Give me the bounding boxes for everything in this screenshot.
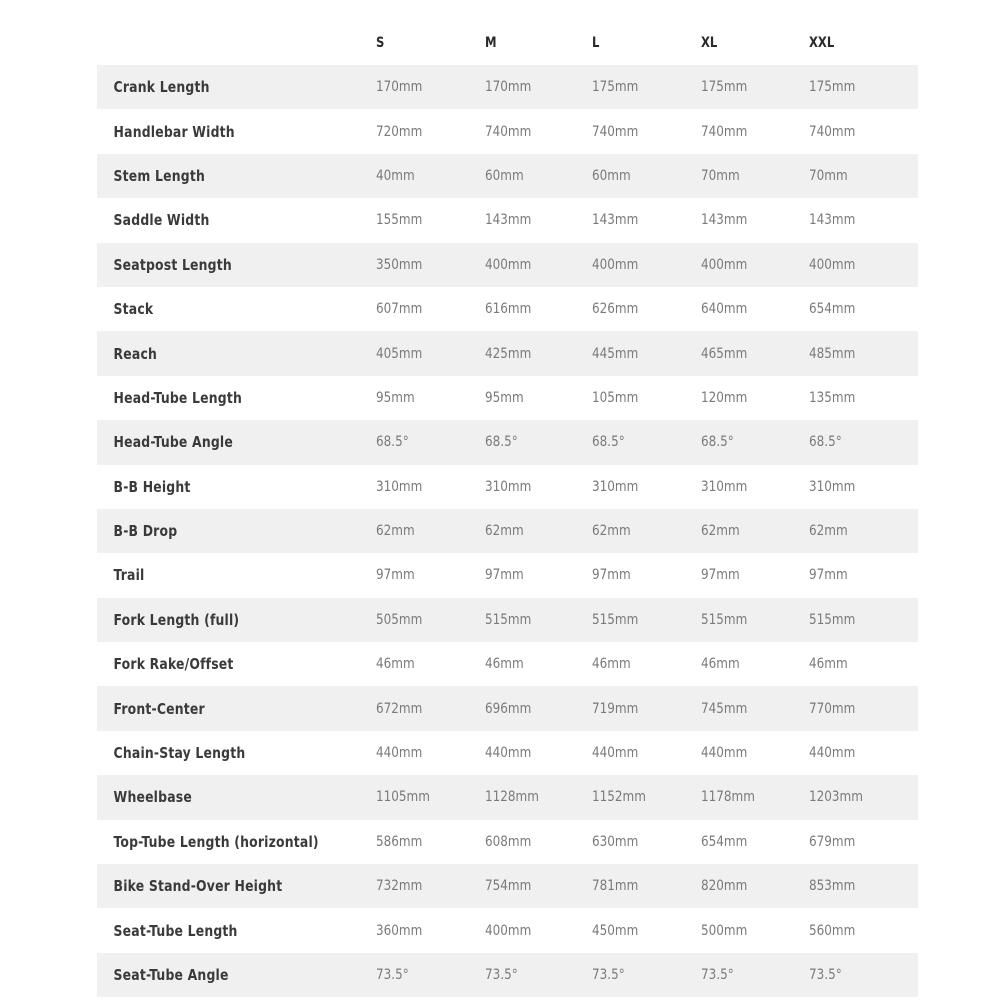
table-row: [97, 553, 918, 597]
value-cell-xxl: 770mm: [809, 700, 856, 717]
table-row: [97, 465, 918, 509]
value-cell-s: 62mm: [376, 523, 415, 540]
value-cell-s: 97mm: [376, 567, 415, 584]
value-cell-l: 175mm: [592, 79, 639, 96]
value-cell-m: 68.5°: [484, 434, 518, 451]
value-cell-xxl: 853mm: [809, 878, 856, 895]
value-cell-xl: 654mm: [700, 833, 748, 850]
value-cell-m: 696mm: [484, 700, 531, 717]
header-size-s: S: [376, 35, 385, 51]
row-label: Seatpost Length: [113, 255, 232, 274]
value-cell-l: 515mm: [592, 611, 639, 628]
value-cell-m: 310mm: [484, 478, 531, 495]
value-cell-m: 440mm: [484, 745, 531, 762]
value-cell-xl: 640mm: [700, 301, 748, 318]
value-cell-xl: 1178mm: [700, 789, 755, 806]
value-cell-xl: 515mm: [700, 611, 748, 628]
value-cell-s: 405mm: [376, 345, 423, 362]
value-cell-xxl: 175mm: [809, 79, 856, 96]
table-row: [97, 642, 918, 686]
row-label: Fork Rake/Offset: [113, 655, 234, 674]
value-cell-l: 310mm: [592, 478, 639, 495]
value-cell-s: 68.5°: [376, 434, 409, 451]
row-label: B-B Height: [113, 477, 191, 496]
value-cell-m: 608mm: [484, 833, 531, 850]
table-row: [97, 154, 918, 198]
table-row: [97, 243, 918, 287]
value-cell-s: 586mm: [376, 833, 423, 850]
value-cell-l: 105mm: [592, 389, 639, 406]
value-cell-s: 607mm: [376, 301, 423, 318]
value-cell-m: 60mm: [484, 167, 524, 184]
value-cell-s: 170mm: [376, 79, 423, 96]
value-cell-xxl: 97mm: [809, 567, 849, 584]
value-cell-xl: 820mm: [700, 878, 748, 895]
value-cell-xxl: 1203mm: [809, 789, 864, 806]
row-label: Stem Length: [113, 166, 205, 185]
row-label: Bike Stand-Over Height: [113, 877, 283, 896]
row-label: Head-Tube Length: [113, 388, 242, 407]
table-row: [97, 109, 918, 153]
value-cell-s: 40mm: [376, 167, 415, 184]
row-label: Seat-Tube Length: [113, 921, 238, 940]
value-cell-xxl: 440mm: [809, 745, 856, 762]
value-cell-s: 672mm: [376, 700, 423, 717]
value-cell-l: 445mm: [592, 345, 639, 362]
value-cell-xl: 62mm: [700, 523, 740, 540]
value-cell-xl: 68.5°: [700, 434, 734, 451]
table-row: [97, 509, 918, 553]
value-cell-xxl: 70mm: [809, 167, 849, 184]
value-cell-l: 740mm: [592, 123, 639, 140]
value-cell-m: 73.5°: [484, 967, 518, 983]
value-cell-xl: 175mm: [700, 79, 748, 96]
row-label: Fork Length (full): [113, 610, 240, 629]
geometry-table: [97, 21, 918, 997]
header-size-m: M: [484, 35, 497, 51]
value-cell-l: 450mm: [592, 922, 639, 939]
value-cell-l: 73.5°: [592, 967, 626, 983]
value-cell-l: 630mm: [592, 833, 639, 850]
row-label: Saddle Width: [113, 211, 210, 230]
value-cell-xxl: 560mm: [809, 922, 856, 939]
row-label: Crank Length: [113, 78, 210, 97]
value-cell-xl: 46mm: [700, 656, 740, 673]
value-cell-xxl: 485mm: [809, 345, 856, 362]
value-cell-m: 97mm: [484, 567, 524, 584]
row-label: Trail: [113, 566, 145, 585]
value-cell-xxl: 73.5°: [809, 967, 843, 983]
table-row: [97, 598, 918, 642]
header-size-l: L: [592, 35, 600, 51]
row-label: Handlebar Width: [113, 122, 235, 141]
value-cell-xl: 70mm: [700, 167, 740, 184]
value-cell-m: 143mm: [484, 212, 531, 229]
value-cell-m: 46mm: [484, 656, 524, 673]
table-row: [97, 864, 918, 908]
header-size-xl: XL: [700, 35, 718, 51]
table-row: [97, 953, 918, 997]
row-label: Wheelbase: [113, 788, 192, 807]
value-cell-xxl: 310mm: [809, 478, 856, 495]
table-body: [97, 65, 918, 997]
value-cell-xxl: 654mm: [809, 301, 856, 318]
row-label: B-B Drop: [113, 522, 178, 541]
value-cell-m: 425mm: [484, 345, 531, 362]
row-label: Top-Tube Length (horizontal): [113, 832, 319, 851]
value-cell-xxl: 143mm: [809, 212, 856, 229]
value-cell-l: 143mm: [592, 212, 639, 229]
value-cell-xl: 740mm: [700, 123, 748, 140]
value-cell-xl: 500mm: [700, 922, 748, 939]
table-row: [97, 820, 918, 864]
value-cell-m: 515mm: [484, 611, 531, 628]
value-cell-s: 95mm: [376, 389, 415, 406]
value-cell-s: 155mm: [376, 212, 423, 229]
value-cell-l: 1152mm: [592, 789, 647, 806]
value-cell-s: 350mm: [376, 256, 423, 273]
value-cell-xl: 400mm: [700, 256, 748, 273]
row-label: Seat-Tube Angle: [113, 966, 229, 984]
table-row: [97, 376, 918, 420]
value-cell-m: 1128mm: [484, 789, 539, 806]
table-row: [97, 731, 918, 775]
value-cell-l: 60mm: [592, 167, 631, 184]
value-cell-m: 400mm: [484, 256, 531, 273]
table-row: [97, 686, 918, 730]
value-cell-l: 626mm: [592, 301, 639, 318]
table-row: [97, 287, 918, 331]
value-cell-l: 62mm: [592, 523, 631, 540]
value-cell-l: 400mm: [592, 256, 639, 273]
value-cell-xl: 73.5°: [700, 967, 734, 983]
value-cell-m: 62mm: [484, 523, 524, 540]
value-cell-xxl: 68.5°: [809, 434, 843, 451]
row-label: Stack: [113, 300, 154, 319]
value-cell-m: 170mm: [484, 79, 531, 96]
value-cell-m: 616mm: [484, 301, 531, 318]
value-cell-m: 754mm: [484, 878, 531, 895]
table-header-row: [97, 21, 918, 65]
value-cell-xxl: 679mm: [809, 833, 856, 850]
value-cell-xxl: 740mm: [809, 123, 856, 140]
table-row: [97, 908, 918, 952]
value-cell-s: 1105mm: [376, 789, 431, 806]
value-cell-l: 97mm: [592, 567, 631, 584]
value-cell-xxl: 515mm: [809, 611, 856, 628]
row-label: Chain-Stay Length: [113, 744, 246, 763]
value-cell-s: 440mm: [376, 745, 423, 762]
value-cell-m: 740mm: [484, 123, 531, 140]
row-label: Reach: [113, 344, 158, 363]
value-cell-xxl: 400mm: [809, 256, 856, 273]
row-label: Front-Center: [113, 699, 205, 718]
value-cell-s: 73.5°: [376, 967, 409, 983]
value-cell-l: 719mm: [592, 700, 639, 717]
value-cell-m: 95mm: [484, 389, 524, 406]
table-row: [97, 65, 918, 109]
value-cell-l: 68.5°: [592, 434, 626, 451]
value-cell-xxl: 62mm: [809, 523, 849, 540]
value-cell-s: 310mm: [376, 478, 423, 495]
value-cell-xxl: 46mm: [809, 656, 849, 673]
value-cell-xl: 440mm: [700, 745, 748, 762]
value-cell-xl: 310mm: [700, 478, 748, 495]
table-row: [97, 775, 918, 819]
header-size-xxl: XXL: [809, 35, 835, 51]
value-cell-xl: 120mm: [700, 389, 748, 406]
value-cell-s: 720mm: [376, 123, 423, 140]
table-row: [97, 420, 918, 464]
value-cell-m: 400mm: [484, 922, 531, 939]
value-cell-s: 505mm: [376, 611, 423, 628]
value-cell-xl: 97mm: [700, 567, 740, 584]
value-cell-xxl: 135mm: [809, 389, 856, 406]
table-row: [97, 331, 918, 375]
value-cell-xl: 143mm: [700, 212, 748, 229]
value-cell-s: 46mm: [376, 656, 415, 673]
value-cell-l: 781mm: [592, 878, 639, 895]
value-cell-xl: 465mm: [700, 345, 748, 362]
value-cell-xl: 745mm: [700, 700, 748, 717]
value-cell-s: 360mm: [376, 922, 423, 939]
table-row: [97, 198, 918, 242]
value-cell-s: 732mm: [376, 878, 423, 895]
value-cell-l: 440mm: [592, 745, 639, 762]
value-cell-l: 46mm: [592, 656, 631, 673]
row-label: Head-Tube Angle: [113, 433, 233, 452]
